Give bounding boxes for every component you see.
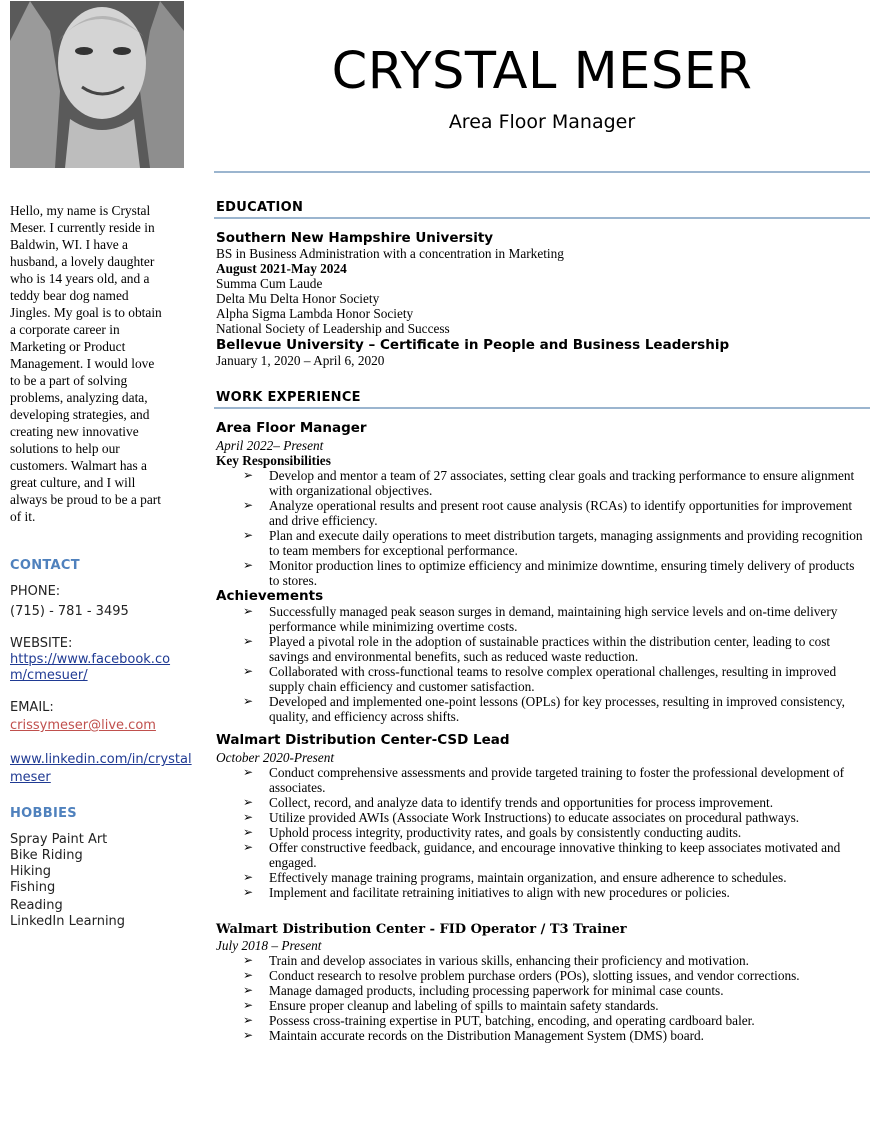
- certificate-dates: January 1, 2020 – April 6, 2020: [216, 353, 385, 368]
- hobby-item: LinkedIn Learning: [10, 914, 126, 929]
- list-item: ➢ Successfully managed peak season surges in demand, maintaining high service levels and on-time delivery performance while minimizing overtime costs.: [243, 604, 838, 634]
- bullet-arrow-icon: ➢: [243, 468, 254, 482]
- list-item: ➢ Develop and mentor a team of 27 associates, setting clear goals and tracking performance to ensure alignment with organizational objectives.: [243, 468, 855, 498]
- bullet-arrow-icon: ➢: [243, 968, 254, 982]
- bullet-arrow-icon: ➢: [243, 498, 254, 512]
- list-item: ➢ Maintain accurate records on the Distribution Management System (DMS) board.: [243, 1028, 704, 1043]
- list-item: ➢ Analyze operational results and present root cause analysis (RCAs) to identify opportunities for improvement and drive efficiency.: [243, 498, 853, 528]
- contact-heading: CONTACT: [10, 558, 80, 573]
- bullet-arrow-icon: ➢: [243, 558, 254, 572]
- list-item: ➢ Conduct comprehensive assessments and provide targeted training to foster the professional development of associates.: [243, 765, 845, 795]
- job-duties-list: [216, 765, 868, 900]
- list-item: ➢ Implement and facilitate retraining initiatives to align with new procedures or policies.: [243, 885, 730, 900]
- candidate-name: CRYSTAL MESER: [331, 42, 753, 101]
- list-item: ➢ Collaborated with cross-functional teams to resolve complex operational challenges, resulting in improved supply chain efficiency and customer satisfaction.: [243, 664, 837, 694]
- bullet-arrow-icon: ➢: [243, 1028, 254, 1042]
- phone-number: (715) - 781 - 3495: [10, 604, 129, 619]
- responsibilities-heading: Key Responsibilities: [216, 453, 331, 468]
- hobby-item: Fishing: [10, 880, 56, 895]
- list-item: ➢ Uphold process integrity, productivity rates, and goals by consistently conducting audits.: [243, 825, 742, 840]
- bullet-arrow-icon: ➢: [243, 825, 254, 839]
- website-link-line1[interactable]: https://www.facebook.co: [10, 652, 171, 667]
- linkedin-link-line1[interactable]: www.linkedin.com/in/crystal: [10, 752, 192, 767]
- job-dates: April 2022– Present: [216, 438, 324, 453]
- list-item: ➢ Manage damaged products, including processing paperwork for minimal case counts.: [243, 983, 724, 998]
- job-title: Walmart Distribution Center - FID Operator / T3 Trainer: [216, 922, 627, 937]
- hobby-item: Bike Riding: [10, 848, 83, 863]
- list-item: ➢ Played a pivotal role in the adoption of sustainable practices within the distribution center, leading to cost savings and environmental benefits, such as reduced waste reduction.: [243, 634, 831, 664]
- bullet-arrow-icon: ➢: [243, 664, 254, 678]
- website-link-line2[interactable]: m/cmesuer/: [10, 668, 88, 683]
- job-title: Walmart Distribution Center-CSD Lead: [216, 732, 510, 748]
- list-item: ➢ Offer constructive feedback, guidance, and encourage innovative thinking to keep associates motivated and engaged.: [243, 840, 841, 870]
- education-divider: [214, 217, 870, 219]
- profile-photo: [10, 1, 184, 168]
- degree: BS in Business Administration with a concentration in Marketing: [216, 246, 564, 261]
- hobbies-list: [10, 832, 125, 930]
- linkedin-link-line2[interactable]: meser: [10, 770, 51, 785]
- list-item: ➢ Collect, record, and analyze data to identify trends and opportunities for process improvement.: [243, 795, 774, 810]
- responsibilities-list: [216, 468, 868, 588]
- bio-paragraph: Hello, my name is Crystal Meser. I currently reside in Baldwin, WI. I have a husband, a lovely daughter who is 14 years old, and a teddy bear dog named Jingles. My goal is to obtain a corporate career in Marketing or Product Management. I would love to be a part of solving problems, analyzing data, developing strategies, and creating new innovative solutions to help our customers. Walmart has a great culture, and I will always be proud to be a part of it.: [10, 203, 162, 524]
- work-divider: [214, 407, 870, 409]
- hobby-item: Spray Paint Art: [10, 832, 108, 847]
- list-item: ➢ Conduct research to resolve problem purchase orders (POs), slotting issues, and vendor corrections.: [243, 968, 800, 983]
- bullet-arrow-icon: ➢: [243, 528, 254, 542]
- bullet-arrow-icon: ➢: [243, 795, 254, 809]
- hobbies-heading: HOBBIES: [10, 806, 77, 821]
- list-item: ➢ Train and develop associates in various skills, enhancing their proficiency and motivation.: [243, 953, 749, 968]
- bullet-arrow-icon: ➢: [243, 840, 254, 854]
- bullet-arrow-icon: ➢: [243, 983, 254, 997]
- job-csd-lead: [216, 732, 868, 900]
- job-fid-operator: [216, 922, 868, 1043]
- education-heading: EDUCATION: [216, 200, 304, 215]
- list-item: ➢ Effectively manage training programs, maintain organization, and ensure adherence to schedules.: [243, 870, 787, 885]
- education-section: [216, 230, 866, 368]
- job-duties-list: [216, 953, 868, 1043]
- achievements-list: [216, 604, 868, 724]
- school-name: Southern New Hampshire University: [216, 230, 494, 246]
- hobby-item: Reading: [10, 898, 63, 913]
- bullet-arrow-icon: ➢: [243, 1013, 254, 1027]
- job-title: Area Floor Manager: [216, 420, 367, 436]
- list-item: ➢ Plan and execute daily operations to meet distribution targets, managing assignments and providing recognition to team members for exceptional performance.: [243, 528, 863, 558]
- bullet-arrow-icon: ➢: [243, 765, 254, 779]
- email-label: EMAIL:: [10, 700, 54, 715]
- email-link[interactable]: crissymeser@live.com: [10, 718, 156, 733]
- work-heading: WORK EXPERIENCE: [216, 390, 361, 405]
- list-item: ➢ Possess cross-training expertise in PUT, batching, encoding, and operating cardboard baler.: [243, 1013, 755, 1028]
- degree-dates: August 2021-May 2024: [216, 261, 347, 276]
- list-item: ➢ Developed and implemented one-point lessons (OPLs) for key processes, resulting in improved consistency, quality, and efficiency across shifts.: [243, 694, 845, 724]
- job-area-floor-manager: [216, 420, 868, 724]
- honor-item: Summa Cum Laude: [216, 276, 323, 291]
- list-item: ➢ Ensure proper cleanup and labeling of spills to maintain safety standards.: [243, 998, 659, 1013]
- job-dates: October 2020-Present: [216, 750, 335, 765]
- bullet-arrow-icon: ➢: [243, 634, 254, 648]
- achievements-heading: Achievements: [216, 588, 324, 604]
- hobby-item: Hiking: [10, 864, 52, 879]
- list-item: ➢ Utilize provided AWIs (Associate Work Instructions) to educate associates on procedural pathways.: [243, 810, 800, 825]
- bullet-arrow-icon: ➢: [243, 694, 254, 708]
- school-name-2: Bellevue University – Certificate in People and Business Leadership: [216, 337, 730, 353]
- bullet-arrow-icon: ➢: [243, 953, 254, 967]
- bullet-arrow-icon: ➢: [243, 604, 254, 618]
- website-label: WEBSITE:: [10, 636, 73, 651]
- honor-item: Delta Mu Delta Honor Society: [216, 291, 380, 306]
- phone-label: PHONE:: [10, 584, 61, 599]
- list-item: ➢ Monitor production lines to optimize efficiency and minimize downtime, ensuring timely delivery of products to stores.: [243, 558, 855, 588]
- honor-item: Alpha Sigma Lambda Honor Society: [216, 306, 414, 321]
- bullet-arrow-icon: ➢: [243, 870, 254, 884]
- candidate-title: Area Floor Manager: [448, 111, 636, 133]
- honor-item: National Society of Leadership and Success: [216, 321, 450, 336]
- bullet-arrow-icon: ➢: [243, 810, 254, 824]
- job-dates: July 2018 – Present: [216, 938, 322, 953]
- bullet-arrow-icon: ➢: [243, 885, 254, 899]
- bullet-arrow-icon: ➢: [243, 998, 254, 1012]
- header-divider: [214, 171, 870, 173]
